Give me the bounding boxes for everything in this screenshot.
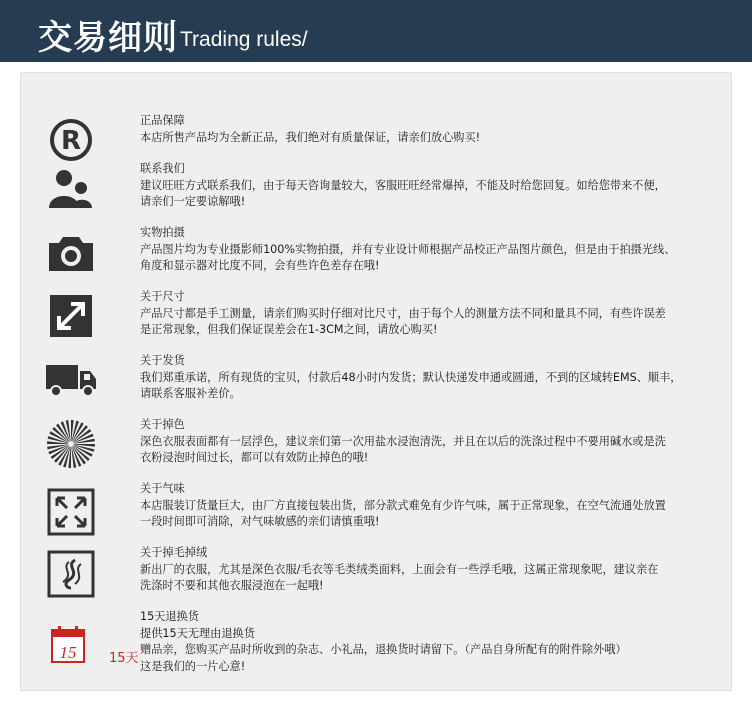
rule-title: 实物拍摄 — [140, 226, 185, 239]
calendar-15-icon — [41, 617, 95, 671]
rule-text: 请亲们一定要谅解哦! — [140, 195, 246, 208]
rule-title: 关于发货 — [140, 354, 185, 367]
rule-title: 关于掉毛掉绒 — [140, 546, 208, 559]
rule-text: 一段时间即可消除，对气味敏感的亲们请慎重哦! — [140, 515, 380, 528]
color-fade-burst-icon — [44, 417, 98, 471]
expand-arrows-icon — [44, 485, 98, 539]
rule-text: 产品尺寸都是手工测量，请亲们购买时仔细对比尺寸，由于每个人的测量方法不同和量具不同，有些许误差 — [140, 306, 666, 320]
rule-title: 联系我们 — [140, 162, 185, 175]
rule-text: 提供15天无理由退换货 — [140, 626, 255, 640]
rule-text: 产品图片均为专业摄影师100%实物拍摄，并有专业设计师根据产品校正产品图片颜色，但是由于拍摄光线、 — [140, 242, 676, 256]
rule-text: 洗涤时不要和其他衣服浸泡在一起哦! — [140, 579, 324, 592]
calendar-number: 15 — [59, 643, 77, 662]
rule-title: 关于气味 — [140, 482, 185, 495]
rule-text: 请联系客服补差价。 — [140, 387, 241, 400]
page-title: 交易细则 — [38, 18, 178, 58]
people-icon — [44, 163, 98, 217]
rule-text: 我们郑重承诺，所有现货的宝贝，付款后48小时内发货；默认快递发申通或圆通，不到的区域转EMS、顺丰， — [140, 370, 682, 384]
rule-text: 建议旺旺方式联系我们，由于每天咨询量较大，客服旺旺经常爆掉，不能及时给您回复。如给您带来不便， — [140, 178, 666, 192]
header-banner — [0, 0, 752, 62]
rule-text: 是正常现象，但我们保证误差会在1-3CM之间，请放心购买! — [140, 323, 438, 336]
rule-text: 这是我们的一片心意! — [140, 659, 246, 673]
rule-text: 深色衣服表面都有一层浮色，建议亲们第一次用盐水浸泡清洗，并且在以后的洗涤过程中不要用碱水或是洗 — [140, 434, 666, 448]
rule-title: 15天退换货 — [140, 610, 199, 623]
delivery-truck-icon — [44, 353, 98, 407]
rule-text: 衣粉浸泡时间过长，都可以有效防止掉色的哦! — [140, 451, 369, 464]
rule-text: 新出厂的衣服，尤其是深色衣服/毛衣等毛类绒类面料，上面会有一些浮毛哦，这属正常现象呢，建议亲在 — [140, 562, 659, 576]
rule-title: 关于尺寸 — [140, 290, 185, 303]
rules-panel — [20, 72, 732, 725]
rule-text: 本店所售产品均为全新正品，我们绝对有质量保证，请亲们放心购买! — [140, 130, 481, 144]
svg-text:R: R — [60, 126, 82, 156]
registered-trademark-icon — [44, 113, 98, 167]
calendar-label: 15天 — [109, 651, 139, 666]
rule-text: 角度和显示器对比度不同，会有些许色差存在哦! — [140, 259, 380, 272]
resize-arrow-icon — [44, 289, 98, 343]
page-subtitle: Trading rules/ — [180, 28, 308, 51]
fuzz-waves-icon — [44, 547, 98, 601]
rule-text: 赠品亲，您购买产品时所收到的杂志、小礼品，退换货时请留下。（产品自身所配有的附件除外哦） — [140, 643, 627, 656]
rule-text: 本店服装订货量巨大，由厂方直接包装出货，部分款式难免有少许气味，属于正常现象，在空气流通处放置 — [140, 498, 666, 512]
rule-title: 正品保障 — [140, 114, 185, 127]
watermark: szqjqa.1688.com — [417, 687, 720, 725]
camera-icon — [44, 227, 98, 281]
rule-title: 关于掉色 — [140, 418, 185, 431]
